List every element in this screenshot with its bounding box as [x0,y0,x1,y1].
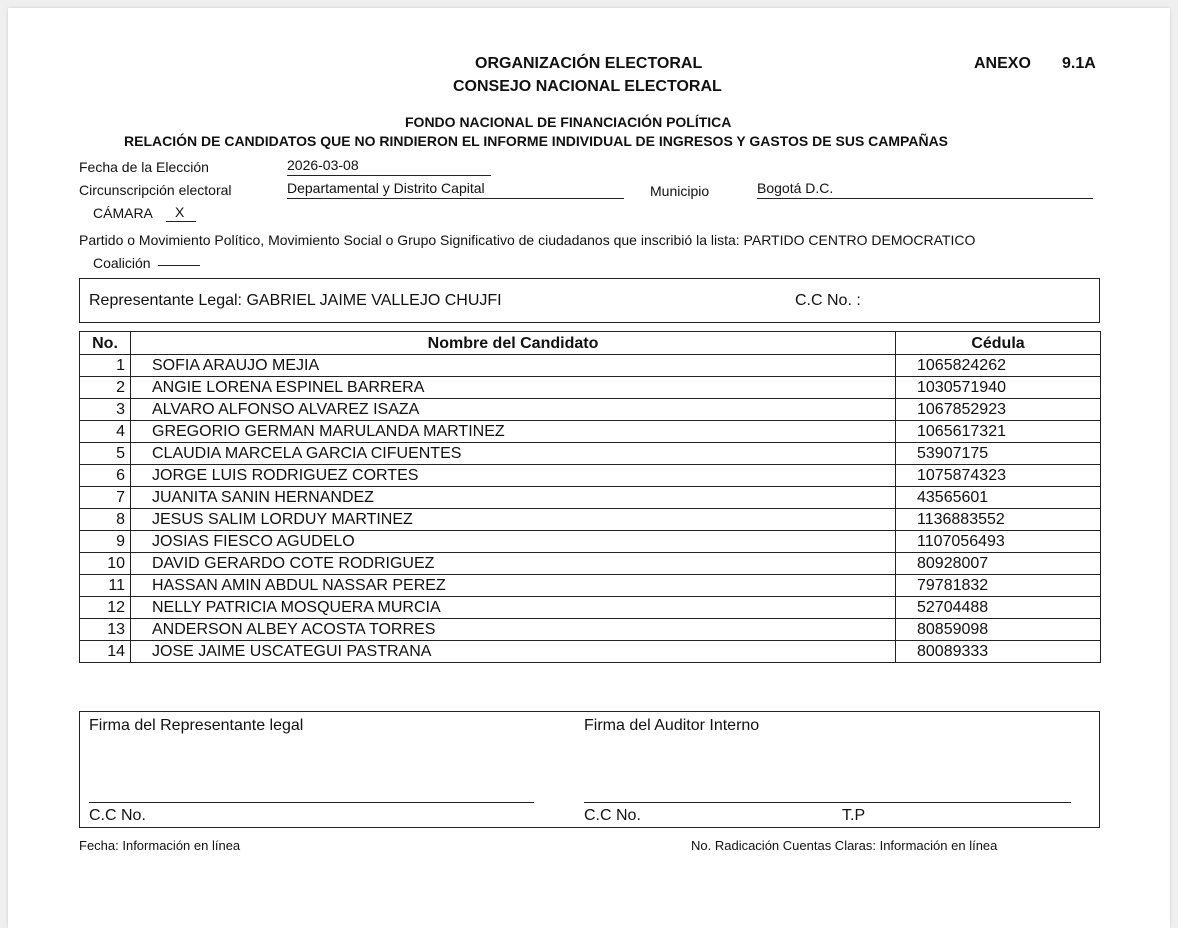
firma-tp: T.P [842,807,866,824]
municipio-label: Municipio [650,183,710,199]
candidate-cedula: 1065617321 [896,421,1101,443]
table-row [80,377,1101,399]
candidate-name: JUANITA SANIN HERNANDEZ [131,487,896,509]
header-nombre: Nombre del Candidato [131,332,896,355]
candidate-cedula: 43565601 [896,487,1101,509]
header-no: No. [80,332,131,355]
candidate-name: ALVARO ALFONSO ALVAREZ ISAZA [131,399,896,421]
table-row [80,421,1101,443]
candidate-cedula: 53907175 [896,443,1101,465]
row-number: 7 [80,487,131,509]
circunscripcion-value: Departamental y Distrito Capital [287,180,485,196]
candidate-cedula: 52704488 [896,597,1101,619]
table-body [80,355,1101,663]
candidate-name: GREGORIO GERMAN MARULANDA MARTINEZ [131,421,896,443]
row-number: 5 [80,443,131,465]
fecha-label: Fecha de la Elección [79,159,209,175]
fecha-underline [287,175,491,176]
candidate-cedula: 80089333 [896,641,1101,663]
coalicion-label: Coalición [93,255,151,271]
row-number: 10 [80,553,131,575]
row-number: 6 [80,465,131,487]
table-row [80,465,1101,487]
firmas-box [79,711,1100,828]
camara-value: X [175,204,185,220]
header-cedula: Cédula [896,332,1101,355]
row-number: 11 [80,575,131,597]
representante-legal: Representante Legal: GABRIEL JAIME VALLEJO CHUJFI [89,292,502,309]
relacion-title: RELACIÓN DE CANDIDATOS QUE NO RINDIERON EL INFORME INDIVIDUAL DE INGRESOS Y GASTOS DE SUS CAMPAÑAS [124,133,949,149]
table-row [80,509,1101,531]
firma-representante-cc: C.C No. [89,807,146,824]
row-number: 2 [80,377,131,399]
representante-box [79,278,1100,323]
circunscripcion-label: Circunscripción electoral [79,182,232,198]
candidate-name: DAVID GERARDO COTE RODRIGUEZ [131,553,896,575]
candidate-cedula: 1065824262 [896,355,1101,377]
footer-fecha: Fecha: Información en línea [79,838,241,853]
table-row [80,399,1101,421]
candidate-name: JOSIAS FIESCO AGUDELO [131,531,896,553]
consejo-title: CONSEJO NACIONAL ELECTORAL [453,78,722,95]
camara-label: CÁMARA [93,205,153,221]
table-row [80,531,1101,553]
fondo-title: FONDO NACIONAL DE FINANCIACIÓN POLÍTICA [405,114,732,130]
municipio-underline [757,198,1093,199]
table-row [80,553,1101,575]
firma-representante-line [89,802,534,803]
firma-auditor-label: Firma del Auditor Interno [584,717,760,734]
table-row [80,619,1101,641]
row-number: 13 [80,619,131,641]
candidate-name: SOFIA ARAUJO MEJIA [131,355,896,377]
table-header-row [80,332,1101,355]
table-row [80,597,1101,619]
table-row [80,355,1101,377]
row-number: 9 [80,531,131,553]
candidate-name: CLAUDIA MARCELA GARCIA CIFUENTES [131,443,896,465]
camara-underline [166,221,196,222]
candidate-name: JORGE LUIS RODRIGUEZ CORTES [131,465,896,487]
table-row [80,443,1101,465]
row-number: 14 [80,641,131,663]
circunscripcion-underline [287,198,624,199]
candidates-table [79,331,1101,663]
anexo-number: 9.1A [1062,55,1096,72]
firma-representante-label: Firma del Representante legal [89,717,304,734]
firma-tp-line [842,802,1071,803]
firma-auditor-cc: C.C No. [584,807,641,824]
representante-cc-label: C.C No. : [795,292,861,309]
candidate-cedula: 79781832 [896,575,1101,597]
row-number: 3 [80,399,131,421]
table-row [80,487,1101,509]
org-title: ORGANIZACIÓN ELECTORAL [475,55,703,72]
candidate-cedula: 1030571940 [896,377,1101,399]
candidate-cedula: 80859098 [896,619,1101,641]
anexo-label: ANEXO [974,55,1031,72]
candidate-cedula: 1067852923 [896,399,1101,421]
candidate-name: JESUS SALIM LORDUY MARTINEZ [131,509,896,531]
candidate-name: ANDERSON ALBEY ACOSTA TORRES [131,619,896,641]
candidate-name: NELLY PATRICIA MOSQUERA MURCIA [131,597,896,619]
candidate-name: JOSE JAIME USCATEGUI PASTRANA [131,641,896,663]
candidate-cedula: 1075874323 [896,465,1101,487]
row-number: 8 [80,509,131,531]
row-number: 1 [80,355,131,377]
candidate-cedula: 80928007 [896,553,1101,575]
table-row [80,641,1101,663]
firma-auditor-line [584,802,842,803]
partido-text: Partido o Movimiento Político, Movimiento Social o Grupo Significativo de ciudadanos que inscribió la lista: PARTIDO CENTRO DEMOCRATICO [79,232,976,248]
candidate-cedula: 1136883552 [896,509,1101,531]
row-number: 12 [80,597,131,619]
candidate-cedula: 1107056493 [896,531,1101,553]
row-number: 4 [80,421,131,443]
candidate-name: HASSAN AMIN ABDUL NASSAR PEREZ [131,575,896,597]
table-row [80,575,1101,597]
document-page [8,8,1170,928]
fecha-value: 2026-03-08 [287,157,359,173]
candidate-name: ANGIE LORENA ESPINEL BARRERA [131,377,896,399]
coalicion-underline [158,265,200,266]
municipio-value: Bogotá D.C. [757,180,834,196]
footer-radicacion: No. Radicación Cuentas Claras: Información en línea [691,838,998,853]
